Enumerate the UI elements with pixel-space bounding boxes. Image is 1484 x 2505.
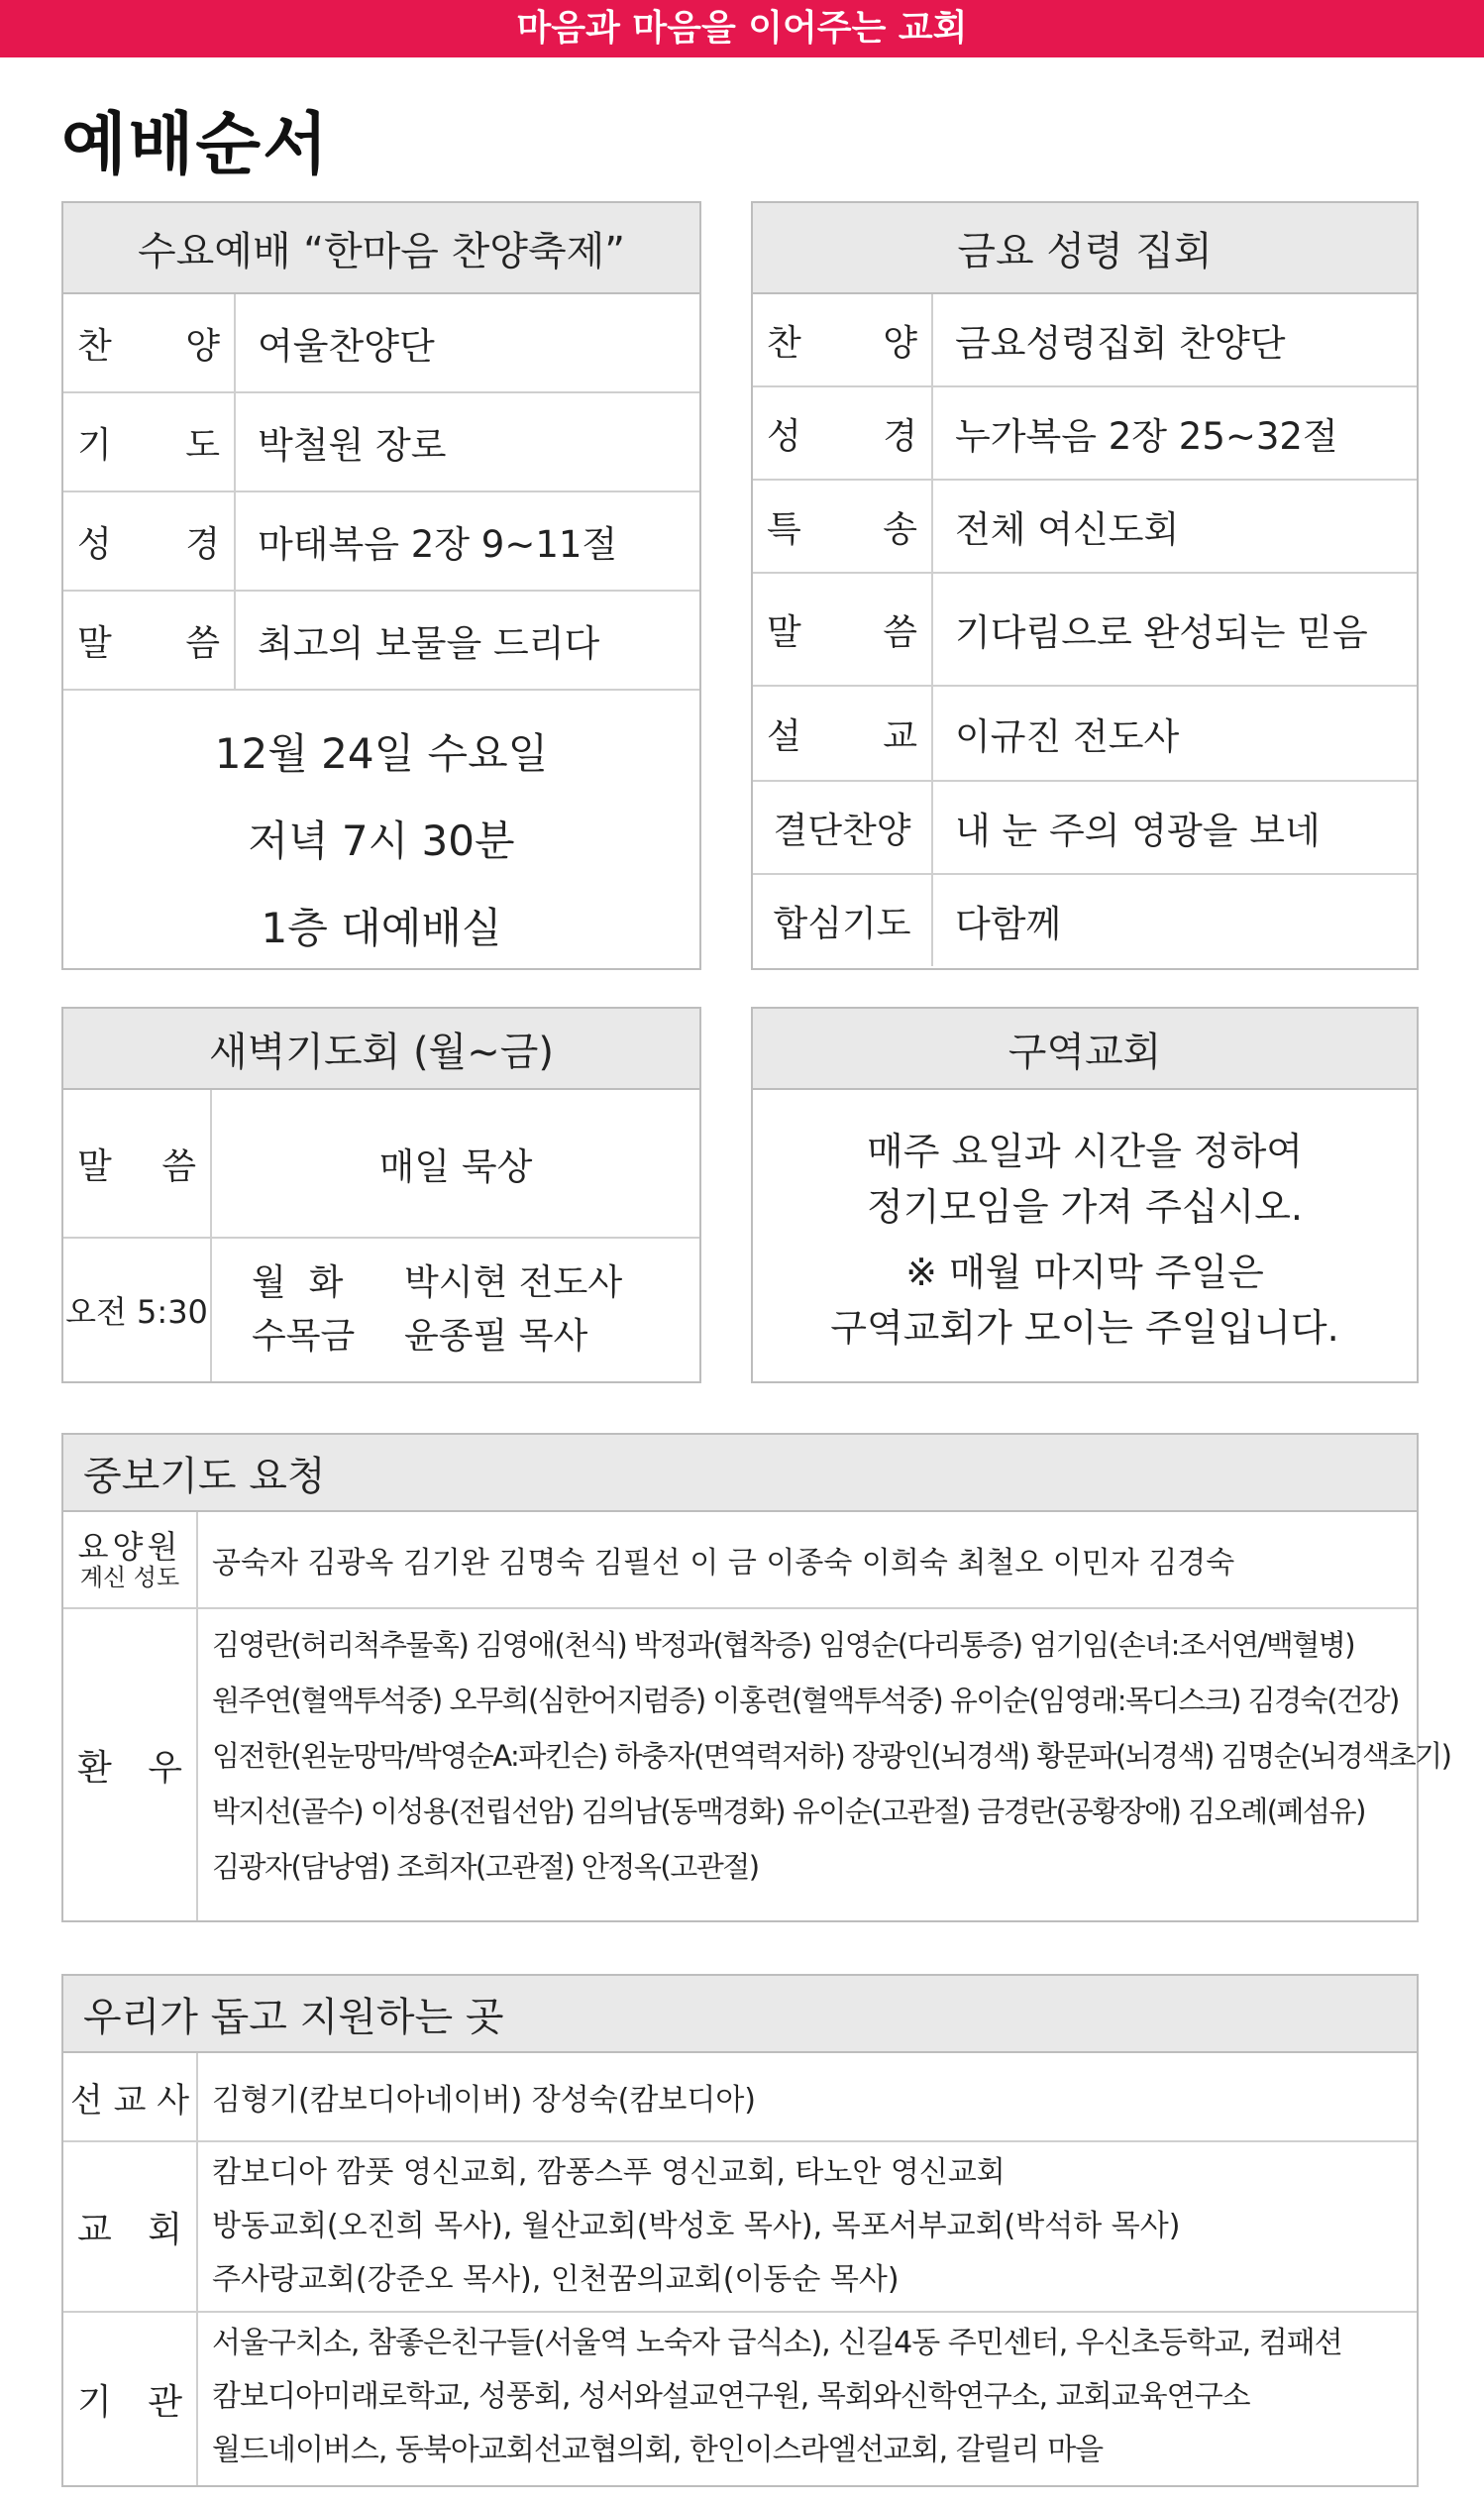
fri-row: [753, 481, 1417, 574]
org-row: [63, 2313, 1417, 2485]
patients-row: [63, 1609, 1451, 1920]
row-value: 마태복음 2장 9~11절: [258, 523, 618, 566]
wednesday-service-box: [61, 201, 701, 970]
intercessory-prayer-box: [61, 1433, 1451, 1922]
residents-row: [63, 1512, 1417, 1609]
dawn-prayer-title: 새벽기도회 (월~금): [63, 1009, 699, 1090]
row-label: 설 교: [753, 687, 933, 780]
row-label: 선 교 사: [63, 2053, 198, 2140]
friday-meeting-title: 금요 성령 집회: [753, 203, 1417, 294]
row-label: 요양원 계신 성도: [63, 1512, 198, 1607]
leader-line: 월 화 박시현 전도사: [252, 1262, 623, 1303]
wed-row: [63, 393, 699, 492]
dawn-time-row: [63, 1239, 699, 1381]
row-label: 말 씀: [753, 574, 933, 685]
friday-meeting-box: [751, 201, 1419, 970]
wed-row: [63, 294, 699, 393]
row-value: 금요성령집회 찬양단: [955, 322, 1286, 365]
banner: 마음과 마음을 이어주는 교회: [0, 0, 1484, 57]
fri-row: [753, 387, 1417, 481]
leader-line: 수목금 윤종필 목사: [252, 1316, 588, 1357]
district-church-box: [751, 1007, 1419, 1383]
dawn-word-row: [63, 1090, 699, 1239]
row-label: 말 씀: [63, 592, 236, 689]
row-label: 환 우: [63, 1609, 198, 1920]
service-date: 12월 24일 수요일: [214, 729, 549, 778]
row-value: 박철원 장로: [258, 424, 447, 467]
row-value: 최고의 보물을 드리다: [258, 622, 600, 665]
service-time: 저녁 7시 30분: [248, 817, 515, 865]
wednesday-service-title: 수요예배 “한마음 찬양축제”: [63, 203, 699, 294]
row-value: 누가복음 2장 25~32절: [955, 415, 1338, 458]
row-label: 찬 양: [753, 294, 933, 385]
row-label: 말 씀: [63, 1090, 212, 1237]
row-value: 전체 여신도회: [955, 508, 1180, 551]
residents-list: 공숙자 김광옥 김기완 김명숙 김필선 이 금 이종숙 이희숙 최철오 이민자 김경숙: [212, 1546, 1235, 1580]
fri-row: [753, 875, 1417, 966]
district-church-title: 구역교회: [753, 1009, 1417, 1090]
row-label: 성 경: [753, 387, 933, 479]
row-value: 기다림으로 완성되는 믿음: [955, 611, 1368, 654]
row-label: 기 도: [63, 393, 236, 490]
church-row: [63, 2142, 1417, 2313]
dawn-prayer-box: [61, 1007, 701, 1383]
fri-row: [753, 687, 1417, 782]
row-label: 오전 5:30: [63, 1239, 212, 1381]
leaders: [212, 1239, 699, 1381]
row-label: 찬 양: [63, 294, 236, 391]
wed-row: [63, 492, 699, 592]
row-label: 교 회: [63, 2142, 198, 2311]
missionary-list: 김형기(캄보디아네이버) 장성숙(캄보디아): [212, 2083, 757, 2118]
row-value: 여울찬양단: [258, 325, 435, 368]
org-list: 서울구치소, 참좋은친구들(서울역 노숙자 급식소), 신길4동 주민센터, 우신초등학교, 컴패션 캄보디아미래로학교, 성풍회, 성서와설교연구원, 목회와신학연구소, 교회교육연구소 월드네이버스, 동북아교회선교협의회, 한인이스라엘선교회, 갈릴리 마을: [212, 2326, 1342, 2467]
wed-row: [63, 592, 699, 691]
row-label: 성 경: [63, 492, 236, 590]
district-notice: 매주 요일과 시간을 정하여 정기모임을 가져 주십시오. ※ 매월 마지막 주일은 구역교회가 모이는 주일입니다.: [830, 1130, 1339, 1350]
fri-row: [753, 294, 1417, 387]
church-list: 캄보디아 깜풋 영신교회, 깜퐁스푸 영신교회, 타노안 영신교회 방동교회(오진희 목사), 월산교회(박성호 목사), 목포서부교회(박석하 목사) 주사랑교회(강준오 목사), 인천꿈의교회(이동순 목사): [212, 2155, 1181, 2297]
patients-list: 김영란(허리척추물혹) 김영애(천식) 박정과(협착증) 임영순(다리통증) 엄기임(손녀:조서연/백혈병) 원주연(혈액투석중) 오무희(심한어지럼증) 이홍련(혈액투석중) 유이순(임영래:목디스크) 김경숙(건강) 임전한(왼눈망막/박영순A:파킨슨) 하충자(면역력저하) 장광인(뇌경색) 황문파(뇌경색) 김명순(뇌경색초기) 박지선(골수) 이성용(전립선암) 김의남(동맥경화) 유이순(고관절) 금경란(공황장애) 김오례(폐섬유) 김광자(담낭염) 조희자(고관절) 안정옥(고관절): [212, 1628, 1451, 1884]
row-value: 다함께: [955, 903, 1062, 945]
wednesday-schedule: [63, 691, 699, 972]
support-box: [61, 1974, 1419, 2487]
row-label: 합심기도: [753, 875, 933, 966]
fri-row: [753, 782, 1417, 875]
row-label: 기 관: [63, 2313, 198, 2485]
row-value: 이규진 전도사: [955, 715, 1180, 758]
fri-row: [753, 574, 1417, 687]
row-label: 결단찬양: [753, 782, 933, 873]
row-value: 매일 묵상: [378, 1145, 533, 1188]
support-title: 우리가 돕고 지원하는 곳: [63, 1976, 1417, 2053]
intercessory-prayer-title: 중보기도 요청: [63, 1435, 1417, 1512]
missionary-row: [63, 2053, 1417, 2142]
page-title: 예배순서: [61, 106, 330, 184]
service-place: 1층 대예배실: [261, 904, 502, 952]
row-value: 내 눈 주의 영광을 보네: [955, 810, 1321, 852]
row-label: 특 송: [753, 481, 933, 572]
